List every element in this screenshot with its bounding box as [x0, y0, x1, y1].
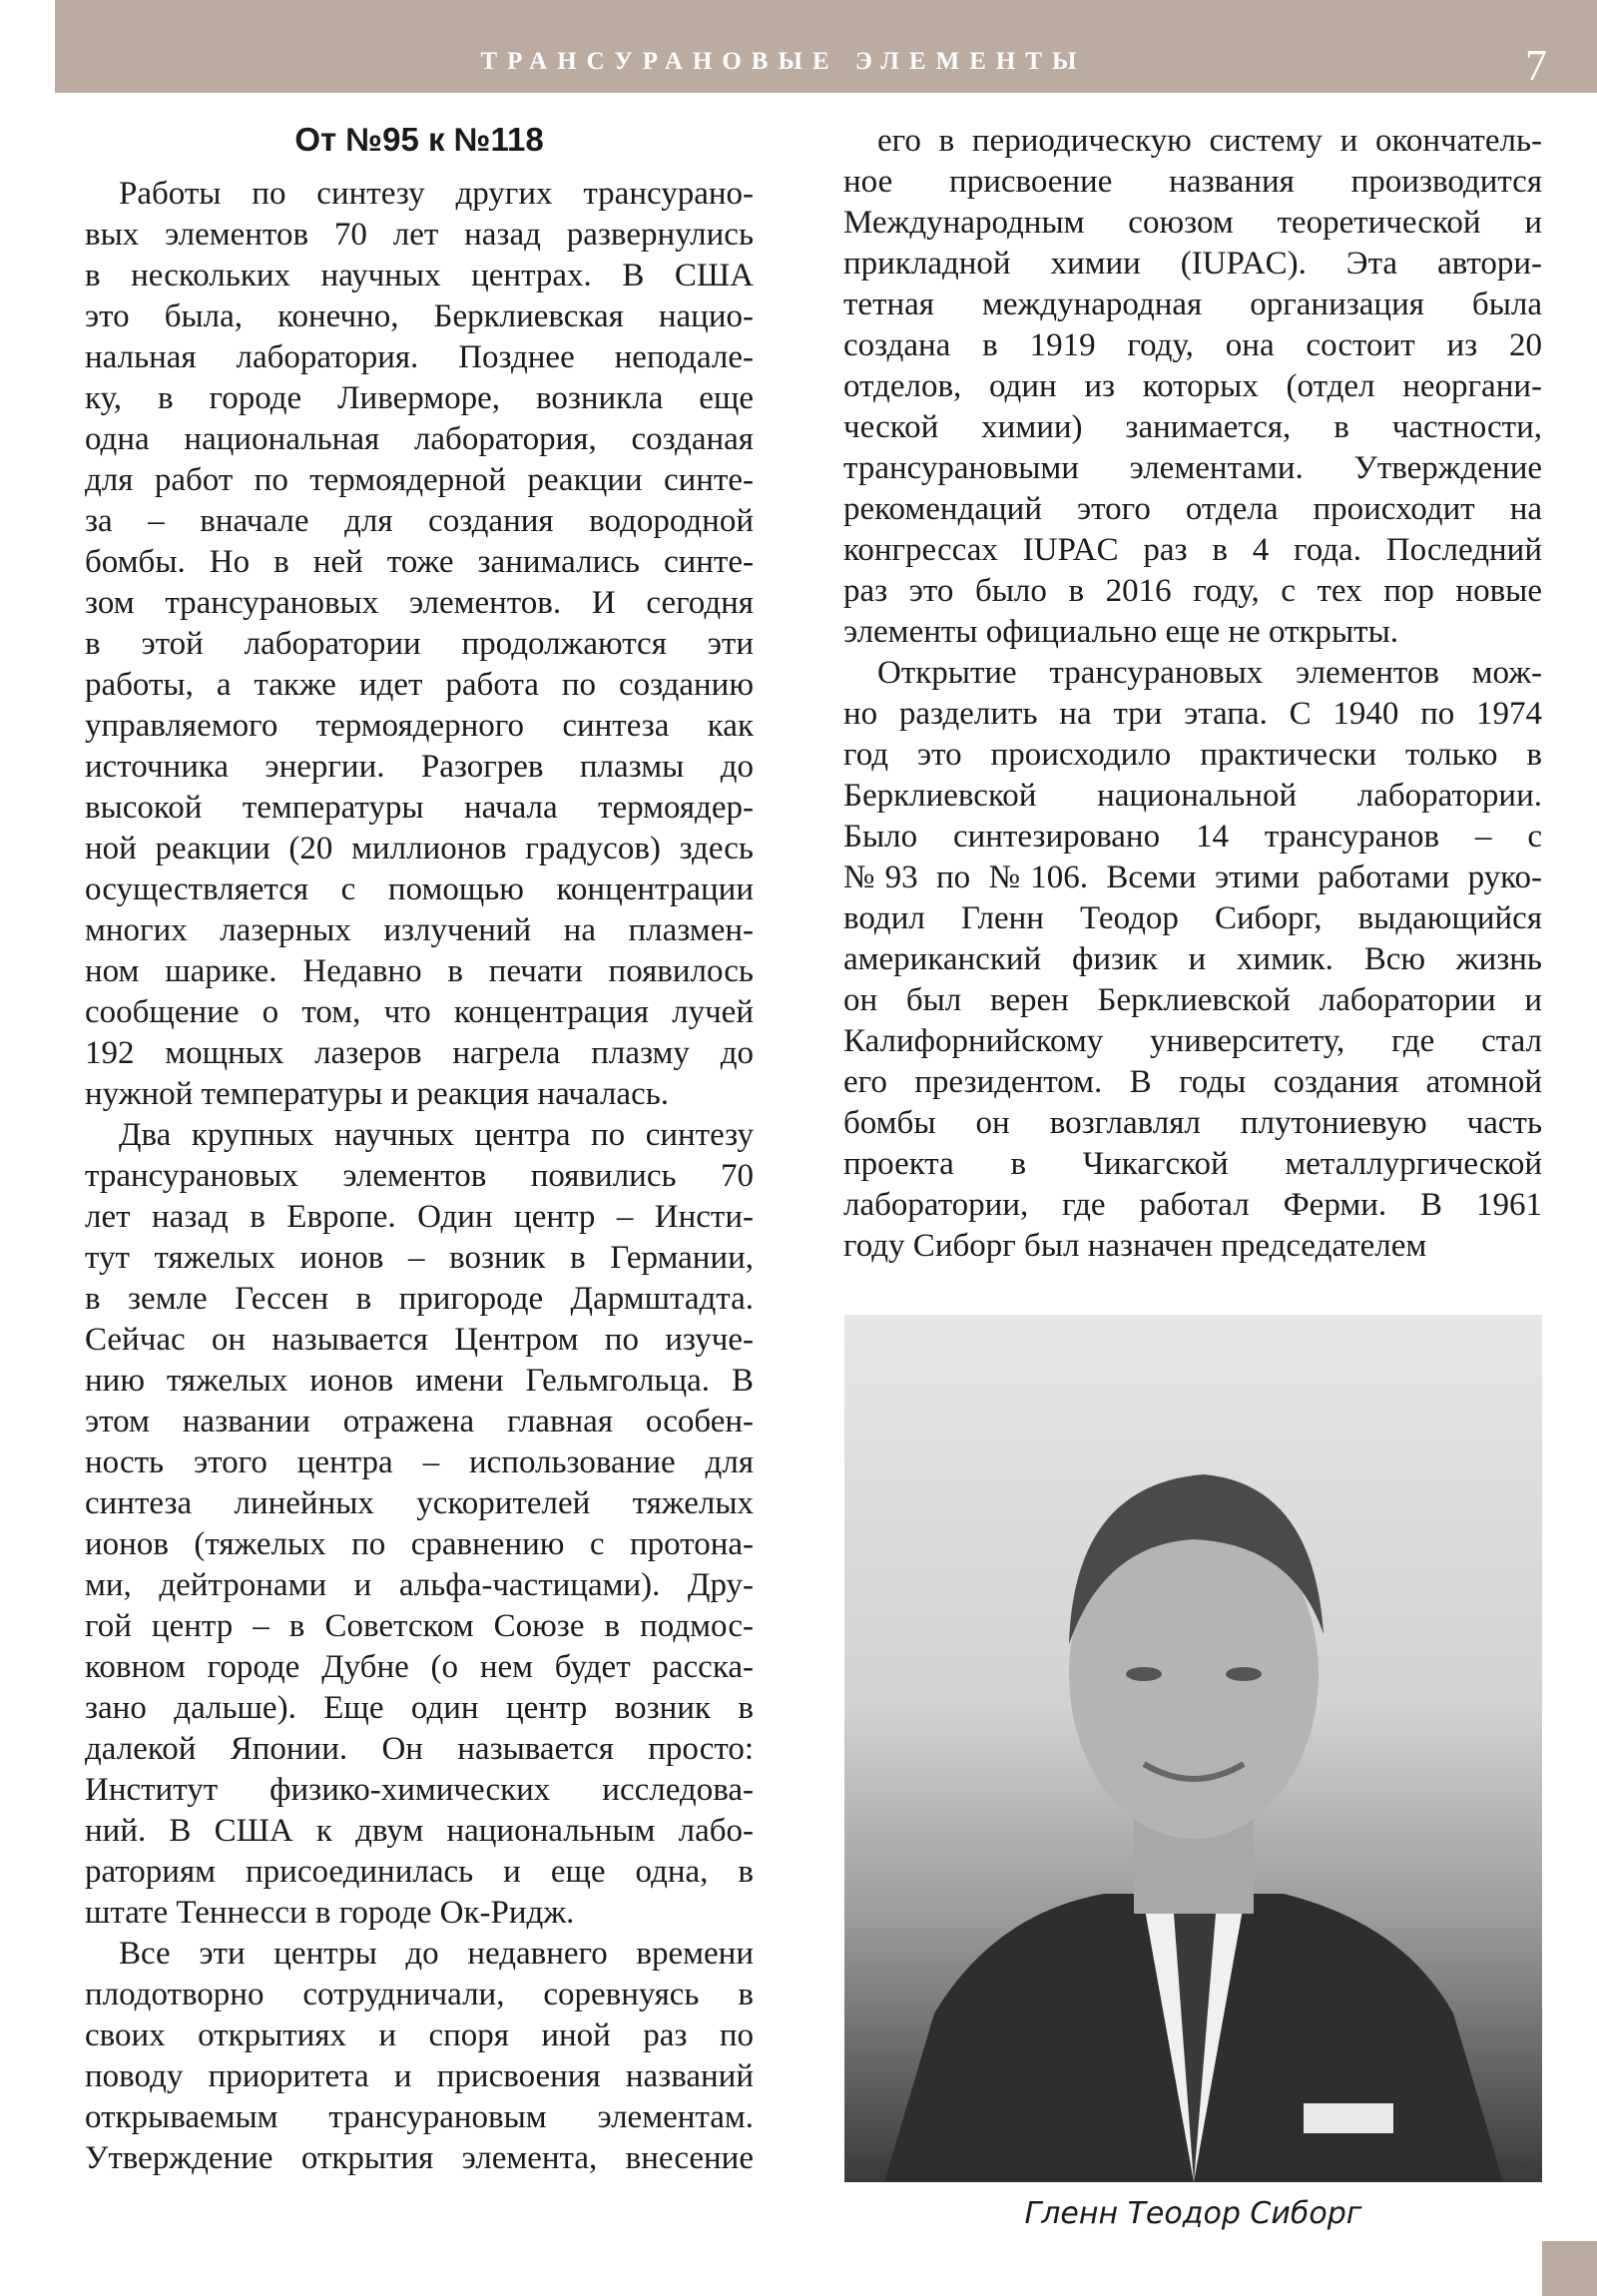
- text-line: зом трансурановых элементов. И сегодня: [85, 585, 754, 621]
- text-line: за – вначале для создания водородной: [85, 503, 754, 539]
- text-line: открываемым трансурановым элементам.: [85, 2099, 754, 2135]
- text-line: сообщение о том, что концентрация лучей: [85, 994, 754, 1030]
- text-line: Калифорнийскому университету, где стал: [843, 1023, 1542, 1059]
- text-line: тут тяжелых ионов – возник в Германии,: [85, 1240, 754, 1276]
- text-line: ное присвоение названия производится: [843, 164, 1542, 200]
- text-line: но разделить на три этапа. С 1940 по 1974: [843, 696, 1542, 732]
- text-line: управляемого термоядерного синтеза как: [85, 708, 754, 744]
- text-line: Международным союзом теоретической и: [843, 205, 1542, 241]
- text-line: в нескольких научных центрах. В США: [85, 258, 754, 293]
- left-column: [85, 118, 754, 2179]
- text-line: синтеза линейных ускорителей тяжелых: [85, 1485, 754, 1521]
- text-line: высокой температуры начала термоядер-: [85, 790, 754, 826]
- text-line: лаборатории, где работал Ферми. В 1961: [843, 1187, 1542, 1223]
- text-line: штате Теннесси в городе Ок-Ридж.: [85, 1895, 575, 1931]
- text-line: плодотворно сотрудничали, соревнуясь в: [85, 1977, 754, 2012]
- text-line: вых элементов 70 лет назад развернулись: [85, 217, 754, 253]
- portrait-image: [844, 1315, 1542, 2182]
- text-line: своих открытиях и споря иной раз по: [85, 2017, 754, 2053]
- paragraph: [843, 653, 1542, 1267]
- text-line: в этой лаборатории продолжаются эти: [85, 626, 754, 662]
- text-line: ной реакции (20 миллионов градусов) здесь: [85, 831, 754, 866]
- text-line: этом названии отражена главная особен-: [85, 1404, 754, 1439]
- running-header: [55, 0, 1597, 93]
- section-title: ТРАНСУРАНОВЫЕ ЭЛЕМЕНТЫ: [480, 48, 1087, 75]
- article-subtitle: От №95 к №118: [294, 121, 544, 158]
- photo-caption: Гленн Теодор Сиборг: [1024, 2196, 1362, 2231]
- text-line: его президентом. В годы создания атомной: [843, 1064, 1542, 1100]
- text-line: Открытие трансурановых элементов мож-: [877, 655, 1542, 691]
- text-line: для работ по термоядерной реакции синте-: [85, 462, 754, 498]
- text-line: ческой химии) занимается, в частности,: [843, 409, 1542, 445]
- text-line: осуществляется с помощью концентрации: [85, 871, 754, 907]
- text-line: нальная лаборатория. Позднее неподале-: [85, 339, 754, 375]
- text-line: рекомендаций этого отдела происходит на: [843, 491, 1542, 527]
- text-line: 192 мощных лазеров нагрела плазму до: [85, 1035, 754, 1071]
- text-line: поводу приоритета и присвоения названий: [85, 2058, 754, 2094]
- corner-decoration: [1542, 2241, 1597, 2296]
- text-line: раз это было в 2016 году, с тех пор новые: [843, 573, 1542, 609]
- text-line: Два крупных научных центра по синтезу: [119, 1117, 754, 1153]
- text-line: в земле Гессен в пригороде Дармштадта.: [85, 1281, 754, 1317]
- text-line: ми, дейтронами и альфа-частицами). Дру-: [85, 1567, 754, 1603]
- paragraph: [85, 174, 754, 1115]
- right-column-body: [843, 121, 1542, 1267]
- page-number: 7: [1525, 41, 1547, 90]
- text-line: бомбы. Но в ней тоже занимались синте-: [85, 544, 754, 580]
- text-line: тетная международная организация была: [843, 287, 1542, 322]
- text-line: прикладной химии (IUPAC). Эта автори-: [843, 246, 1542, 282]
- text-line: создана в 1919 году, она состоит из 20: [843, 327, 1542, 363]
- text-line: зано дальше). Еще один центр возник в: [85, 1690, 754, 1726]
- text-line: Все эти центры до недавнего времени: [119, 1936, 754, 1972]
- text-line: проекта в Чикагской металлургической: [843, 1146, 1542, 1182]
- text-line: нию тяжелых ионов имени Гельмгольца. В: [85, 1363, 754, 1399]
- text-line: раториям присоединилась и еще одна, в: [85, 1854, 754, 1890]
- text-line: нужной температуры и реакция началась.: [85, 1076, 670, 1112]
- text-line: элементы официально еще не открыты.: [843, 614, 1398, 650]
- text-line: водил Гленн Теодор Сиборг, выдающийся: [843, 900, 1542, 936]
- text-line: год это происходило практически только в: [843, 737, 1542, 773]
- text-line: №93 по №106. Всеми этими работами руко-: [843, 860, 1542, 895]
- text-line: это была, конечно, Берклиевская нацио-: [85, 298, 754, 334]
- text-line: он был верен Берклиевской лаборатории и: [843, 982, 1542, 1018]
- text-line: многих лазерных излучений на плазмен-: [85, 912, 754, 948]
- text-line: источника энергии. Разогрев плазмы до: [85, 749, 754, 785]
- text-line: Сейчас он называется Центром по изуче-: [85, 1322, 754, 1358]
- text-line: бомбы он возглавлял плутониевую часть: [843, 1105, 1542, 1141]
- paragraph: [843, 121, 1542, 653]
- right-column: [843, 121, 1542, 1267]
- text-line: американский физик и химик. Всю жизнь: [843, 941, 1542, 977]
- text-line: конгрессах IUPAC раз в 4 года. Последний: [843, 532, 1542, 568]
- text-line: трансурановых элементов появились 70: [85, 1158, 754, 1194]
- text-line: Утверждение открытия элемента, внесение: [85, 2140, 754, 2176]
- paragraph: [85, 1934, 754, 2179]
- text-line: лет назад в Европе. Один центр – Инсти-: [85, 1199, 754, 1235]
- text-line: ний. В США к двум национальным лабо-: [85, 1813, 754, 1849]
- paragraph: [85, 1115, 754, 1934]
- text-line: ность этого центра – использование для: [85, 1444, 754, 1480]
- left-column-body: [85, 174, 754, 2179]
- text-line: Работы по синтезу других трансурано-: [119, 176, 754, 212]
- text-line: гой центр – в Советском Союзе в подмос-: [85, 1608, 754, 1644]
- text-line: трансурановыми элементами. Утверждение: [843, 450, 1542, 486]
- text-line: его в периодическую систему и окончатель-: [877, 123, 1542, 159]
- text-line: работы, а также идет работа по созданию: [85, 667, 754, 703]
- text-line: ковном городе Дубне (о нем будет расска-: [85, 1649, 754, 1685]
- text-line: Берклиевской национальной лаборатории.: [843, 778, 1542, 814]
- text-line: ионов (тяжелых по сравнению с протона-: [85, 1526, 754, 1562]
- text-line: Было синтезировано 14 трансуранов – с: [843, 819, 1542, 855]
- text-line: далекой Японии. Он называется просто:: [85, 1731, 754, 1767]
- text-line: одна национальная лаборатория, созданая: [85, 421, 754, 457]
- text-line: году Сиборг был назначен председателем: [843, 1228, 1427, 1264]
- text-line: Институт физико-химических исследова-: [85, 1772, 754, 1808]
- text-line: ном шарике. Недавно в печати появилось: [85, 953, 754, 989]
- portrait-photo: [844, 1315, 1542, 2182]
- text-line: отделов, один из которых (отдел неоргани-: [843, 368, 1542, 404]
- text-line: ку, в городе Ливерморе, возникла еще: [85, 380, 754, 416]
